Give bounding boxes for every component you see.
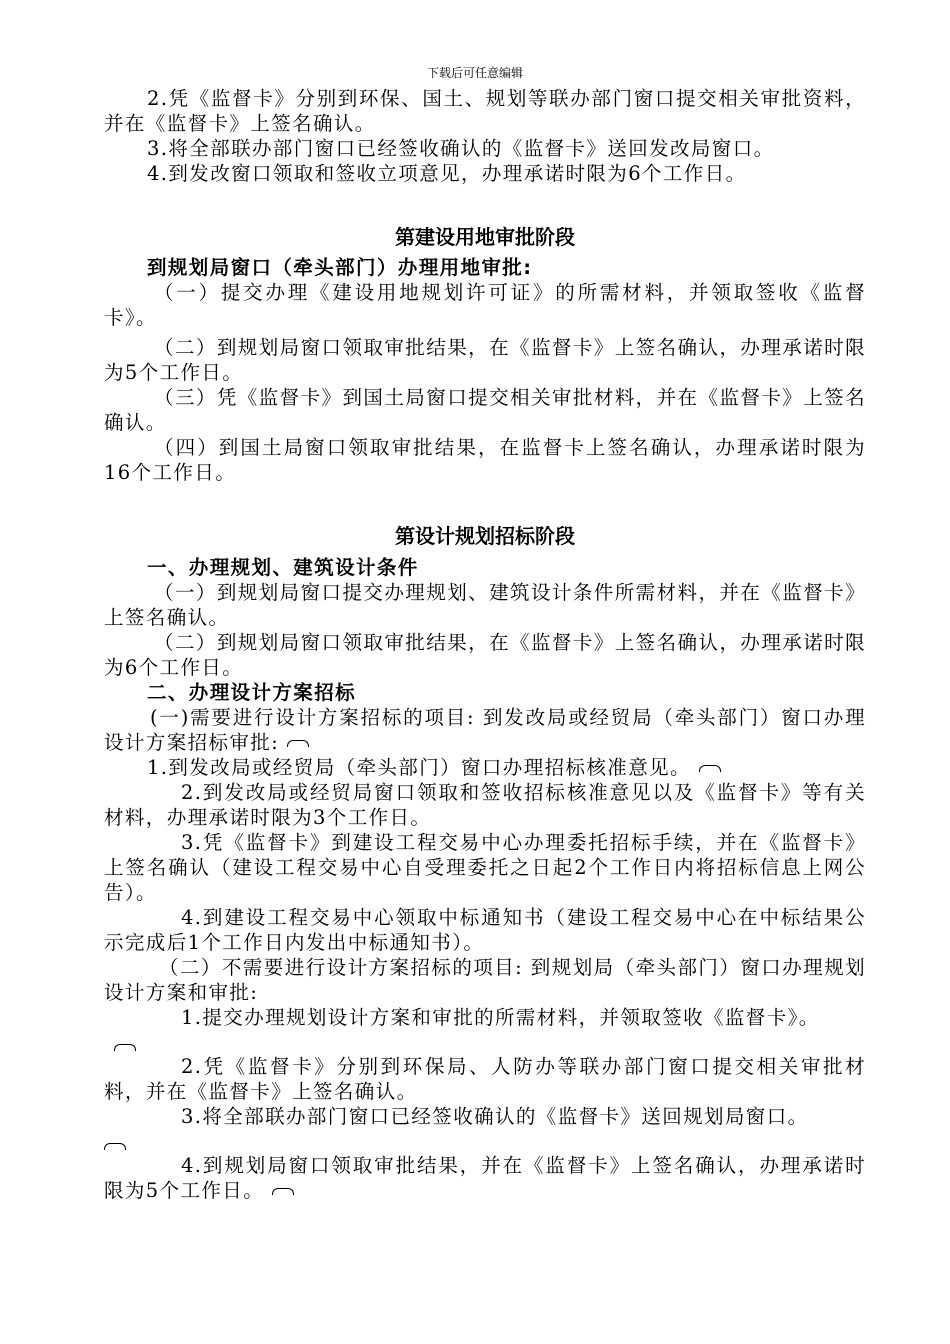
paragraph: （三）凭《监督卡》到国土局窗口提交相关审批材料，并在《监督卡》上签名确认。 xyxy=(104,386,866,434)
mark-icon xyxy=(287,740,309,747)
subheading: 二、办理设计方案招标 xyxy=(147,681,357,704)
paragraph xyxy=(104,755,866,780)
paragraph: （二）到规划局窗口领取审批结果，在《监督卡》上签名确认，办理承诺时限为5个工作日。 xyxy=(104,336,866,384)
mark-icon xyxy=(114,1044,136,1051)
paragraph: 2.凭《监督卡》分别到环保、国土、规划等联办部门窗口提交相关审批资料，并在《监督卡》上签名确认。 xyxy=(104,87,866,135)
document-body xyxy=(104,86,866,1203)
paragraph xyxy=(104,705,866,755)
paragraph: （二）不需要进行设计方案招标的项目: 到规划局（牵头部门）窗口办理规划设计方案和审批: xyxy=(104,956,866,1004)
paragraph-text: 1.提交办理规划设计方案和审批的所需材料，并领取签收《监督卡》。 xyxy=(181,1006,820,1029)
paragraph: （一）提交办理《建设用地规划许可证》的所需材料，并领取签收《监督卡》。 xyxy=(104,281,866,329)
subheading: 到规划局窗口（牵头部门）办理用地审批: xyxy=(147,256,533,279)
paragraph: （二）到规划局窗口领取审批结果，在《监督卡》上签名确认，办理承诺时限为6个工作日。 xyxy=(104,631,866,679)
paragraph xyxy=(104,1153,866,1203)
paragraph: 4.到发改窗口领取和签收立项意见，办理承诺时限为6个工作日。 xyxy=(147,162,747,185)
mark-icon xyxy=(699,765,721,772)
mark-icon xyxy=(272,1188,294,1195)
paragraph-text: 1.到发改局或经贸局（牵头部门）窗口办理招标核准意见。 xyxy=(147,756,691,779)
paragraph xyxy=(104,1005,866,1030)
paragraph: 4.到建设工程交易中心领取中标通知书（建设工程交易中心在中标结果公示完成后1个工作日内发出中标通知书）。 xyxy=(104,906,866,954)
paragraph: 2.到发改局或经贸局窗口领取和签收招标核准意见以及《监督卡》等有关材料，办理承诺时限为3个工作日。 xyxy=(104,781,866,829)
paragraph: 3.将全部联办部门窗口已经签收确认的《监督卡》送回规划局窗口。 xyxy=(181,1105,809,1128)
subheading: 一、办理规划、建筑设计条件 xyxy=(147,556,419,579)
paragraph: 2.凭《监督卡》分别到环保局、人防办等联办部门窗口提交相关审批材料，并在《监督卡》上签名确认。 xyxy=(104,1055,866,1103)
paragraph: （一）到规划局窗口提交办理规划、建筑设计条件所需材料，并在《监督卡》上签名确认。 xyxy=(104,581,866,629)
paragraph: 3.凭《监督卡》到建设工程交易中心办理委托招标手续，并在《监督卡》上签名确认（建设工程交易中心自受理委托之日起2个工作日内将招标信息上网公告）。 xyxy=(104,831,866,904)
mark-line xyxy=(104,1133,866,1153)
mark-line xyxy=(104,1034,866,1054)
page-header: 下载后可任意编辑 xyxy=(426,66,523,80)
mark-icon xyxy=(104,1143,126,1150)
paragraph-text: (一)需要进行设计方案招标的项目: 到发改局或经贸局（牵头部门）窗口办理设计方案招标审批: xyxy=(104,706,866,754)
paragraph-text: 4.到规划局窗口领取审批结果，并在《监督卡》上签名确认，办理承诺时限为5个工作日。 xyxy=(104,1154,866,1202)
section-heading: 第建设用地审批阶段 xyxy=(395,225,575,249)
paragraph: 3.将全部联办部门窗口已经签收确认的《监督卡》送回发改局窗口。 xyxy=(147,137,775,160)
paragraph: （四）到国土局窗口领取审批结果，在监督卡上签名确认，办理承诺时限为16个工作日。 xyxy=(104,436,866,484)
section-heading: 第设计规划招标阶段 xyxy=(395,524,575,548)
